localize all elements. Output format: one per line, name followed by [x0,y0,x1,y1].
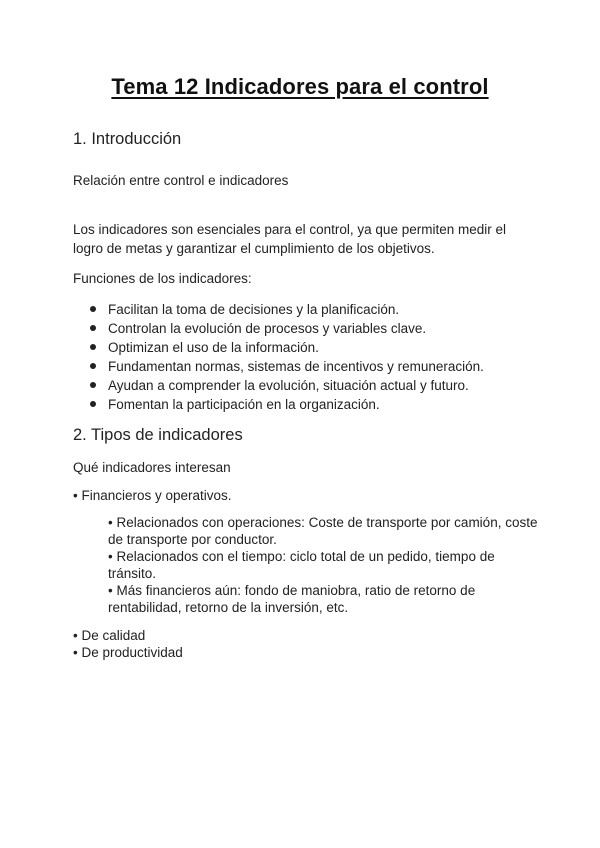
bullet-icon [90,401,96,407]
functions-label: Funciones de los indicadores: [73,271,252,286]
list-item [88,395,484,414]
subitem-financieros: • Más financieros aún: fondo de maniobra, ratio de retorno de rentabilidad, retorno de la inversión, etc. [108,583,476,615]
item-calidad: • De calidad [73,628,146,643]
list-item-text: Controlan la evolución de procesos y variables clave. [108,321,427,336]
financial-subitems [108,514,538,616]
functions-list [88,300,484,414]
list-item [88,319,484,338]
subitem-tiempo: • Relacionados con el tiempo: ciclo total de un pedido, tiempo de tránsito. [108,549,495,581]
bullet-icon [90,363,96,369]
list-item [88,357,484,376]
section-heading-tipos: 2. Tipos de indicadores [73,426,243,444]
bullet-icon [90,382,96,388]
item-financieros: • Financieros y operativos. [73,488,232,503]
subheading-que-indicadores: Qué indicadores interesan [73,460,231,475]
list-item-text: Fundamentan normas, sistemas de incentivos y remuneración. [108,359,484,374]
item-productividad: • De productividad [73,645,183,660]
list-item-text: Fomentan la participación en la organización. [108,397,380,412]
list-item [88,376,484,395]
list-item-text: Ayudan a comprender la evolución, situación actual y futuro. [108,378,469,393]
intro-paragraph: Los indicadores son esenciales para el control, ya que permiten medir el logro de metas y garantizar el cumplimiento de los objetivos. [73,222,506,256]
bullet-icon [90,344,96,350]
list-item-text: Facilitan la toma de decisiones y la planificación. [108,302,400,317]
section-heading-introduccion: 1. Introducción [73,130,182,148]
document-title: Tema 12 Indicadores para el control [111,74,489,99]
list-item [88,338,484,357]
list-item [88,300,484,319]
subheading-relacion: Relación entre control e indicadores [73,173,289,188]
bullet-icon [90,306,96,312]
subitem-operaciones: • Relacionados con operaciones: Coste de transporte por camión, coste de transporte por conductor. [108,515,538,547]
list-item-text: Optimizan el uso de la información. [108,340,319,355]
bullet-icon [90,325,96,331]
